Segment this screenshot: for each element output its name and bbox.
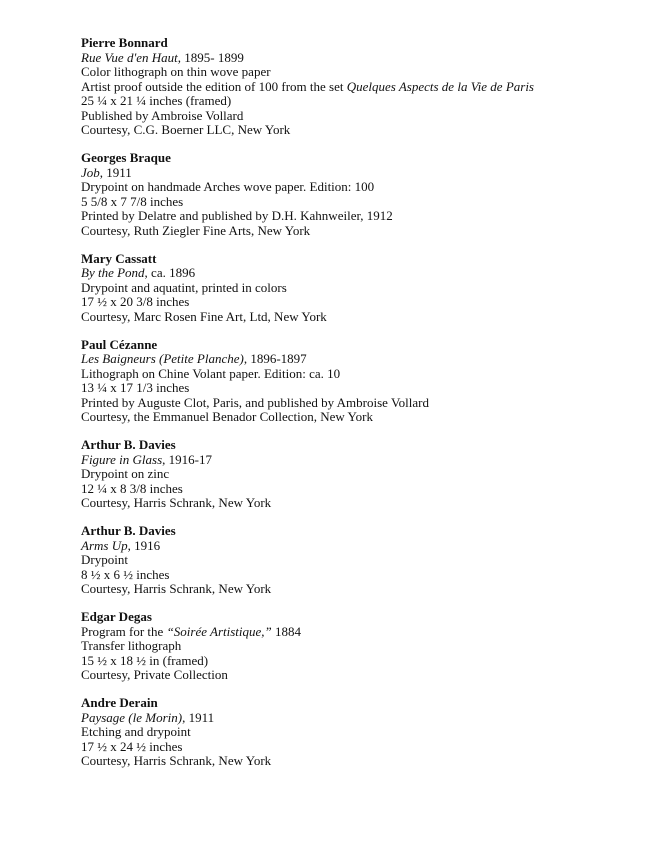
- artwork-title: Job: [81, 164, 100, 180]
- artwork-title: Les Baigneurs (Petite Planche): [81, 351, 244, 366]
- artist-name: Arthur B. Davies: [81, 523, 176, 538]
- detail-text: Drypoint: [81, 552, 128, 567]
- artwork-detail: [81, 396, 641, 411]
- artist-name: Edgar Degas: [81, 609, 152, 624]
- artwork-entry: [81, 151, 641, 238]
- detail-text: Drypoint and aquatint, printed in colors: [81, 279, 287, 295]
- detail-text: Courtesy, Harris Schrank, New York: [81, 581, 272, 596]
- artwork-detail: [81, 224, 641, 239]
- detail-text: Drypoint on handmade Arches wove paper. Edition: 100: [81, 179, 375, 194]
- detail-text: 13 ¼ x 17 1/3 inches: [81, 380, 190, 395]
- artwork-detail: [81, 367, 641, 382]
- artwork-detail: [81, 639, 641, 654]
- title-prefix: Program for the: [81, 623, 167, 639]
- artwork-detail: [81, 725, 641, 740]
- artist-name: Andre Derain: [81, 695, 158, 710]
- artwork-entry: [81, 36, 641, 138]
- detail-text: Color lithograph on thin wove paper: [81, 64, 271, 79]
- artwork-detail: [81, 496, 641, 511]
- artwork-detail: [81, 109, 641, 124]
- artwork-entry: [81, 338, 641, 425]
- artwork-date: , 1896-1897: [243, 351, 307, 366]
- artist-name: Paul Cézanne: [81, 336, 158, 352]
- artwork-entry: [81, 524, 641, 597]
- artwork-title-line: [81, 51, 641, 66]
- artwork-detail: [81, 467, 641, 482]
- artwork-detail: [81, 281, 641, 296]
- artist-name: Georges Braque: [81, 150, 171, 165]
- artwork-entry: [81, 252, 641, 325]
- detail-text: Printed by Auguste Clot, Paris, and published by Ambroise Vollard: [81, 394, 429, 410]
- artwork-detail: [81, 553, 641, 568]
- detail-text: 8 ½ x 6 ½ inches: [81, 566, 170, 582]
- detail-text: Lithograph on Chine Volant paper. Edition: ca. 10: [81, 365, 341, 381]
- artwork-title: Arms Up: [81, 537, 128, 553]
- artwork-detail: [81, 195, 641, 210]
- artwork-title-line: [81, 352, 641, 367]
- detail-text: Courtesy, Ruth Ziegler Fine Arts, New York: [81, 222, 311, 238]
- detail-text: Transfer lithograph: [81, 638, 182, 653]
- artwork-title-line: [81, 266, 641, 281]
- artwork-detail: [81, 80, 641, 95]
- artist-name: Arthur B. Davies: [81, 437, 176, 452]
- artwork-title-line: [81, 625, 641, 640]
- artwork-entry: [81, 610, 641, 683]
- artwork-entry: [81, 438, 641, 511]
- detail-text: 17 ½ x 20 3/8 inches: [81, 294, 190, 309]
- artwork-detail: [81, 482, 641, 497]
- detail-text: 15 ½ x 18 ½ in (framed): [81, 652, 209, 668]
- artwork-date: 1884: [271, 623, 302, 639]
- artwork-detail: [81, 654, 641, 669]
- italic-title-text: Quelques Aspects de la Vie de Paris: [346, 78, 534, 94]
- detail-text: 17 ½ x 24 ½ inches: [81, 738, 183, 754]
- artwork-detail: [81, 740, 641, 755]
- artwork-detail: [81, 65, 641, 80]
- artist-name: Mary Cassatt: [81, 250, 157, 266]
- artwork-date: 1895- 1899: [181, 49, 244, 65]
- detail-text: Drypoint on zinc: [81, 466, 170, 481]
- artwork-title-line: [81, 539, 641, 554]
- artwork-list: [81, 36, 641, 782]
- detail-text: Printed by Delatre and published by D.H. Kahnweiler, 1912: [81, 208, 393, 223]
- artwork-title: Rue Vue d'en Haut,: [81, 49, 182, 65]
- artwork-date: , 1916-17: [162, 451, 212, 467]
- artwork-title-line: [81, 166, 641, 181]
- artwork-entry: [81, 696, 641, 769]
- detail-text: Artist proof outside the edition of 100 from the set: [81, 78, 347, 94]
- artwork-detail: [81, 568, 641, 583]
- artwork-detail: [81, 310, 641, 325]
- artwork-date: , ca. 1896: [144, 265, 196, 280]
- artwork-detail: [81, 668, 641, 683]
- artwork-title: “Soirée Artistique,”: [166, 623, 272, 639]
- detail-text: Published by Ambroise Vollard: [81, 107, 244, 123]
- artwork-detail: [81, 410, 641, 425]
- artwork-detail: [81, 180, 641, 195]
- artwork-title: Paysage (le Morin): [81, 709, 183, 725]
- artwork-detail: [81, 582, 641, 597]
- artwork-title: By the Pond: [81, 265, 145, 280]
- detail-text: Courtesy, Harris Schrank, New York: [81, 753, 272, 768]
- artwork-title: Figure in Glass: [81, 451, 163, 467]
- detail-text: Courtesy, C.G. Boerner LLC, New York: [81, 122, 291, 137]
- detail-text: 12 ¼ x 8 3/8 inches: [81, 480, 183, 496]
- artwork-detail: [81, 295, 641, 310]
- artwork-detail: [81, 94, 641, 109]
- artist-name: Pierre Bonnard: [81, 35, 168, 50]
- artwork-date: , 1911: [182, 709, 215, 725]
- detail-text: 5 5/8 x 7 7/8 inches: [81, 193, 184, 209]
- detail-text: Courtesy, Marc Rosen Fine Art, Ltd, New York: [81, 308, 327, 324]
- artwork-detail: [81, 381, 641, 396]
- detail-text: Courtesy, Harris Schrank, New York: [81, 495, 272, 510]
- detail-text: Etching and drypoint: [81, 724, 191, 739]
- artwork-detail: [81, 209, 641, 224]
- artwork-title-line: [81, 711, 641, 726]
- detail-text: Courtesy, the Emmanuel Benador Collection, New York: [81, 409, 373, 424]
- artwork-date: , 1916: [127, 537, 161, 553]
- artwork-detail: [81, 123, 641, 138]
- detail-text: Courtesy, Private Collection: [81, 667, 228, 682]
- detail-text: 25 ¼ x 21 ¼ inches (framed): [81, 93, 232, 108]
- artwork-date: , 1911: [99, 164, 132, 180]
- artwork-title-line: [81, 453, 641, 468]
- artwork-detail: [81, 754, 641, 769]
